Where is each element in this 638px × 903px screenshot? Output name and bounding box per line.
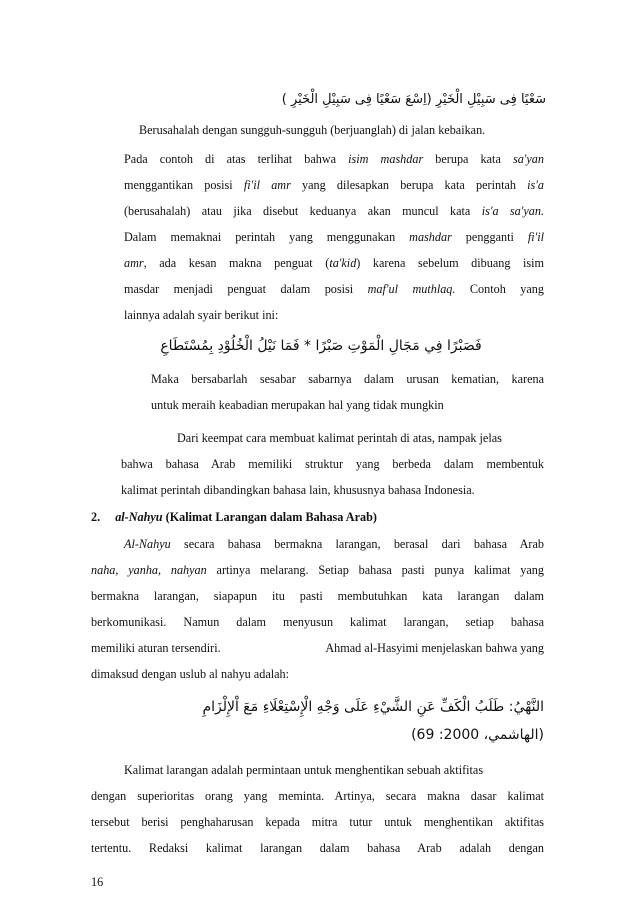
arabic-citation: (الهاشمي، 2000: 69)	[411, 727, 544, 743]
para1-line4: Dalam memaknai perintah yang menggunakan mashdar pengganti fi'il	[124, 230, 545, 244]
para3-line1: Al-Nahyu secara bahasa bermakna larangan, berasal dari bahasa Arab	[124, 537, 544, 551]
poem-translation-line2: untuk meraih keabadian merupakan hal yang tidak mungkin	[151, 398, 444, 412]
poem-translation-line1: Maka bersabarlah sesabar sabarnya dalam urusan kematian, karena	[151, 372, 544, 386]
para3-line3: bermakna larangan, siapapun itu pasti membutuhkan kata larangan dalam	[91, 589, 544, 603]
para3-line2: naha, yanha, nahyan artinya melarang. Setiap bahasa pasti punya kalimat yang	[91, 563, 544, 577]
para1-line6: masdar menjadi penguat dalam posisi maf'ul muthlaq. Contoh yang	[124, 282, 544, 296]
para4-line1: Kalimat larangan adalah permintaan untuk menghentikan sebuah aktifitas	[124, 763, 484, 777]
para2-line1: Dari keempat cara membuat kalimat perintah di atas, nampak jelas	[177, 431, 502, 445]
section-number: 2.	[91, 510, 101, 524]
para3-line6: dimaksud dengan uslub al nahyu adalah:	[91, 667, 289, 681]
page-number: 16	[91, 875, 104, 889]
arabic-poem: فَصَبْرًا فِي مَجَالِ الْمَوْتِ صَبْرًا * فَمَا نَيْلُ الْخُلُوْدِ بِمُسْتَطَاعِ	[160, 338, 482, 354]
para4-line2: dengan superioritas orang yang meminta. Artinya, secara makna dasar kalimat	[91, 789, 544, 803]
para3-line5: memiliki aturan tersendiri. Ahmad al-Hasyimi menjelaskan bahwa yang	[91, 641, 544, 655]
para2-line3: kalimat perintah dibandingkan bahasa lain, khususnya bahasa Indonesia.	[121, 483, 475, 497]
arabic-definition: النَّهْيُ: طَلَبُ الْكَفِّ عَنِ الشَّيْءِ عَلَى وَجْهِ الْإِسْتِعْلَاءِ مَعَ اْلإِلْزَامِ	[202, 699, 544, 715]
para1-line7: lainnya adalah syair berikut ini:	[124, 308, 279, 322]
para1-line1: Pada contoh di atas terlihat bahwa isim mashdar berupa kata sa'yan	[124, 152, 544, 166]
section-title-italic: al-Nahyu	[115, 510, 163, 524]
para2-line2: bahwa bahasa Arab memiliki struktur yang berbeda dalam membentuk	[121, 457, 544, 471]
para4-line4: tertentu. Redaksi kalimat larangan dalam bahasa Arab adalah dengan	[91, 841, 544, 855]
example-translation: Berusahalah dengan sungguh-sungguh (berjuanglah) di jalan kebaikan.	[139, 123, 486, 137]
section-heading: 2. al-Nahyu (Kalimat Larangan dalam Bahasa Arab)	[91, 510, 377, 524]
arabic-example-top: سَعْيًا فِى سَبِيْلِ الْخَيْرِ (اِسْعَ سَعْيًا فِى سَبِيْلِ الْخَيْرِ )	[281, 92, 546, 107]
para4-line3: tersebut berisi penghaharusan kepada mitra tutur untuk menghentikan aktifitas	[91, 815, 544, 829]
para3-line4: berkomunikasi. Namun dalam menyusun kalimat larangan, setiap bahasa	[91, 615, 544, 629]
para1-line2: menggantikan posisi fi'il amr yang dilesapkan berupa kata perintah is'a	[124, 178, 544, 192]
para1-line3: (berusahalah) atau jika disebut keduanya akan muncul kata is'a sa'yan.	[124, 204, 544, 218]
para1-line5: amr, ada kesan makna penguat (ta'kid) karena sebelum dibuang isim	[124, 256, 544, 270]
